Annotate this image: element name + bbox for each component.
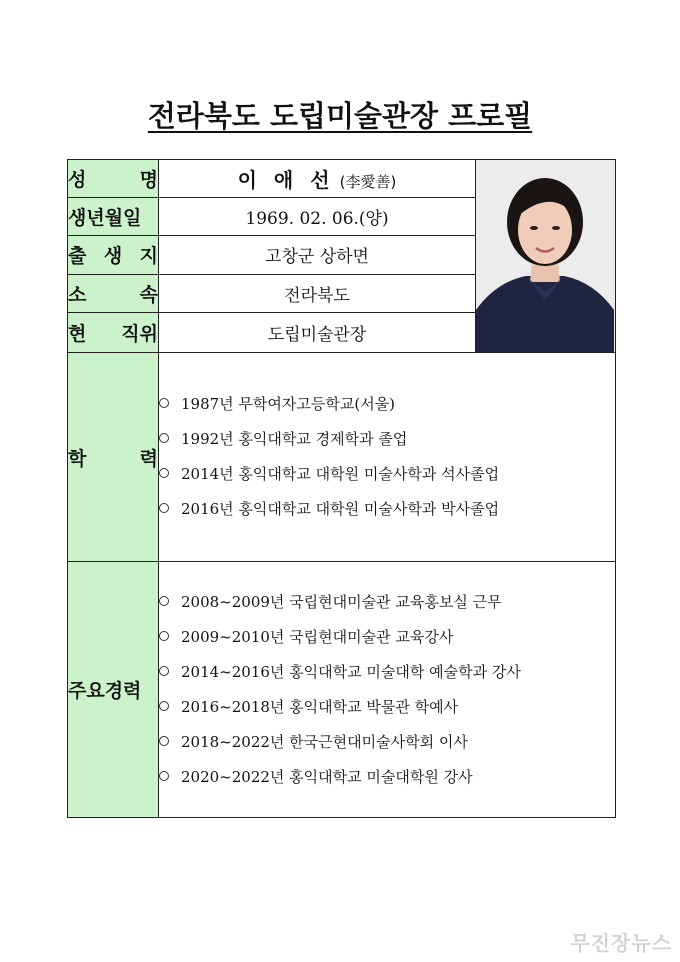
row-career — [68, 562, 616, 818]
page-title: 전라북도 도립미술관장 프로필 — [147, 99, 533, 133]
label-career: 주요경력 — [68, 562, 159, 818]
row-name — [68, 160, 616, 198]
list-item: 2014~2016년 홍익대학교 미술대학 예술학과 강사 — [159, 655, 615, 690]
watermark-logo: 무진장뉴스 — [570, 931, 672, 955]
person-hanja: (李愛善) — [339, 173, 397, 192]
label-affiliation: 소 속 — [68, 274, 159, 312]
bullet-circle-icon — [159, 503, 169, 513]
list-item: 2014년 홍익대학교 대학원 미술사학과 석사졸업 — [159, 457, 615, 492]
portrait-image — [476, 160, 614, 352]
list-item: 1987년 무학여자고등학교(서울) — [159, 387, 615, 422]
value-birth: 1969. 02. 06.(양) — [159, 198, 476, 236]
row-education — [68, 353, 616, 562]
label-position: 현 직위 — [68, 312, 159, 352]
list-item: 2020~2022년 홍익대학교 미술대학원 강사 — [159, 760, 615, 795]
person-name: 이 애 선 — [237, 168, 335, 193]
bullet-circle-icon — [159, 631, 169, 641]
profile-photo — [476, 160, 616, 353]
list-item: 1992년 홍익대학교 경제학과 졸업 — [159, 422, 615, 457]
education-list — [159, 353, 616, 562]
bullet-circle-icon — [159, 666, 169, 676]
list-item: 2016~2018년 홍익대학교 박물관 학예사 — [159, 690, 615, 725]
bullet-circle-icon — [159, 701, 169, 711]
list-item: 2009~2010년 국립현대미술관 교육강사 — [159, 620, 615, 655]
list-item: 2018~2022년 한국근현대미술사학회 이사 — [159, 725, 615, 760]
bullet-circle-icon — [159, 468, 169, 478]
profile-table — [67, 159, 616, 818]
list-item: 2008~2009년 국립현대미술관 교육홍보실 근무 — [159, 585, 615, 620]
value-position: 도립미술관장 — [159, 312, 476, 352]
bullet-circle-icon — [159, 736, 169, 746]
bullet-circle-icon — [159, 398, 169, 408]
bullet-circle-icon — [159, 433, 169, 443]
value-birthplace: 고창군 상하면 — [159, 236, 476, 274]
label-birthplace: 출 생 지 — [68, 236, 159, 274]
bullet-circle-icon — [159, 596, 169, 606]
value-affiliation: 전라북도 — [159, 274, 476, 312]
value-name — [159, 160, 476, 198]
label-education: 학 력 — [68, 353, 159, 562]
career-list — [159, 562, 616, 818]
page-title-wrap — [0, 94, 680, 135]
label-name: 성 명 — [68, 160, 159, 198]
bullet-circle-icon — [159, 771, 169, 781]
list-item: 2016년 홍익대학교 대학원 미술사학과 박사졸업 — [159, 492, 615, 527]
label-birth: 생년월일 — [68, 198, 159, 236]
